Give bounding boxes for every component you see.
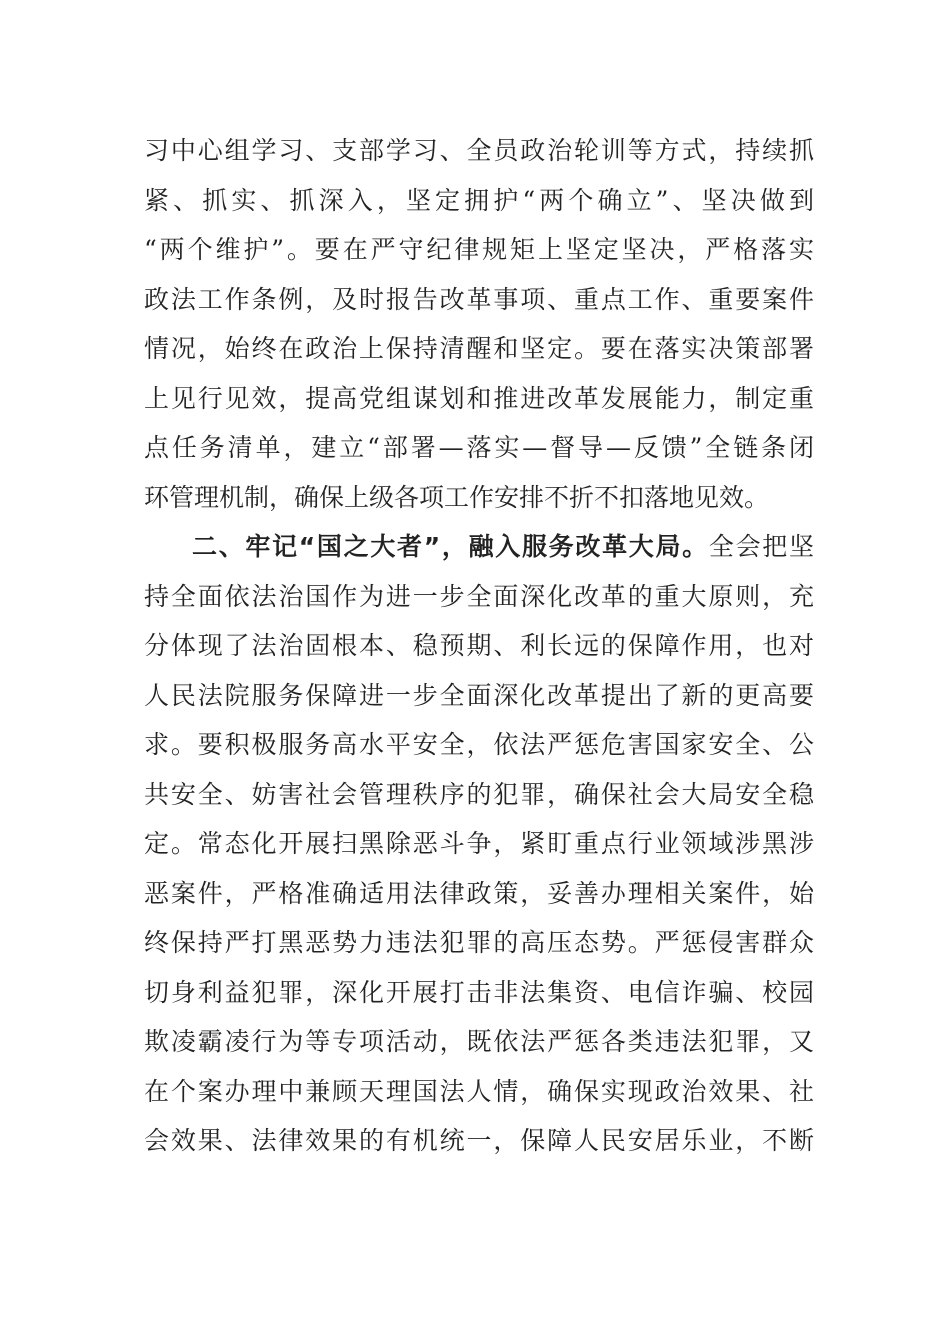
paragraph-2	[144, 522, 814, 1166]
text-line: 习中心组学习、支部学习、全员政治轮训等方式，持续抓	[144, 136, 814, 165]
text-line: “两个维护”。要在严守纪律规矩上坚定坚决，严格落实	[144, 235, 814, 264]
text-line: 点任务清单，建立“部署—落实—督导—反馈”全链条闭	[144, 433, 814, 462]
text-line: 持全面依法治国作为进一步全面深化改革的重大原则，充	[144, 581, 814, 611]
body-text	[144, 126, 814, 1166]
text-line: 政法工作条例，及时报告改革事项、重点工作、重要案件	[144, 284, 814, 314]
text-line: 求。要积极服务高水平安全，依法严惩危害国家安全、公	[144, 730, 814, 759]
paragraph-1	[144, 126, 814, 522]
section-heading: 二、牢记“国之大者”，融入服务改革大局。	[192, 532, 709, 561]
text-line: 切身利益犯罪，深化开展打击非法集资、电信诈骗、校园	[144, 977, 814, 1007]
text-line: 在个案办理中兼顾天理国法人情，确保实现政治效果、社	[144, 1076, 814, 1106]
text-line: 会效果、法律效果的有机统一，保障人民安居乐业，不断	[144, 1126, 814, 1155]
text-line: 欺凌霸凌行为等专项活动，既依法严惩各类违法犯罪，又	[144, 1027, 814, 1056]
text-line: 环管理机制，确保上级各项工作安排不折不扣落地见效。	[144, 482, 770, 512]
section-heading-line	[144, 522, 814, 572]
text-line: 人民法院服务保障进一步全面深化改革提出了新的更高要	[144, 680, 814, 710]
text-line: 终保持严打黑恶势力违法犯罪的高压态势。严惩侵害群众	[144, 928, 814, 957]
text-line: 定。常态化开展扫黑除恶斗争，紧盯重点行业领域涉黑涉	[144, 829, 814, 858]
text-line: 紧、抓实、抓深入，坚定拥护“两个确立”、坚决做到	[144, 185, 814, 215]
text-line: 分体现了法治固根本、稳预期、利长远的保障作用，也对	[144, 631, 814, 660]
text-line: 上见行见效，提高党组谋划和推进改革发展能力，制定重	[144, 383, 814, 413]
text-line: 情况，始终在政治上保持清醒和坚定。要在落实决策部署	[144, 334, 814, 363]
text-line: 恶案件，严格准确适用法律政策，妥善办理相关案件，始	[144, 878, 814, 908]
text-line: 共安全、妨害社会管理秩序的犯罪，确保社会大局安全稳	[144, 779, 814, 809]
section-heading-continuation: 全会把坚	[708, 532, 814, 561]
